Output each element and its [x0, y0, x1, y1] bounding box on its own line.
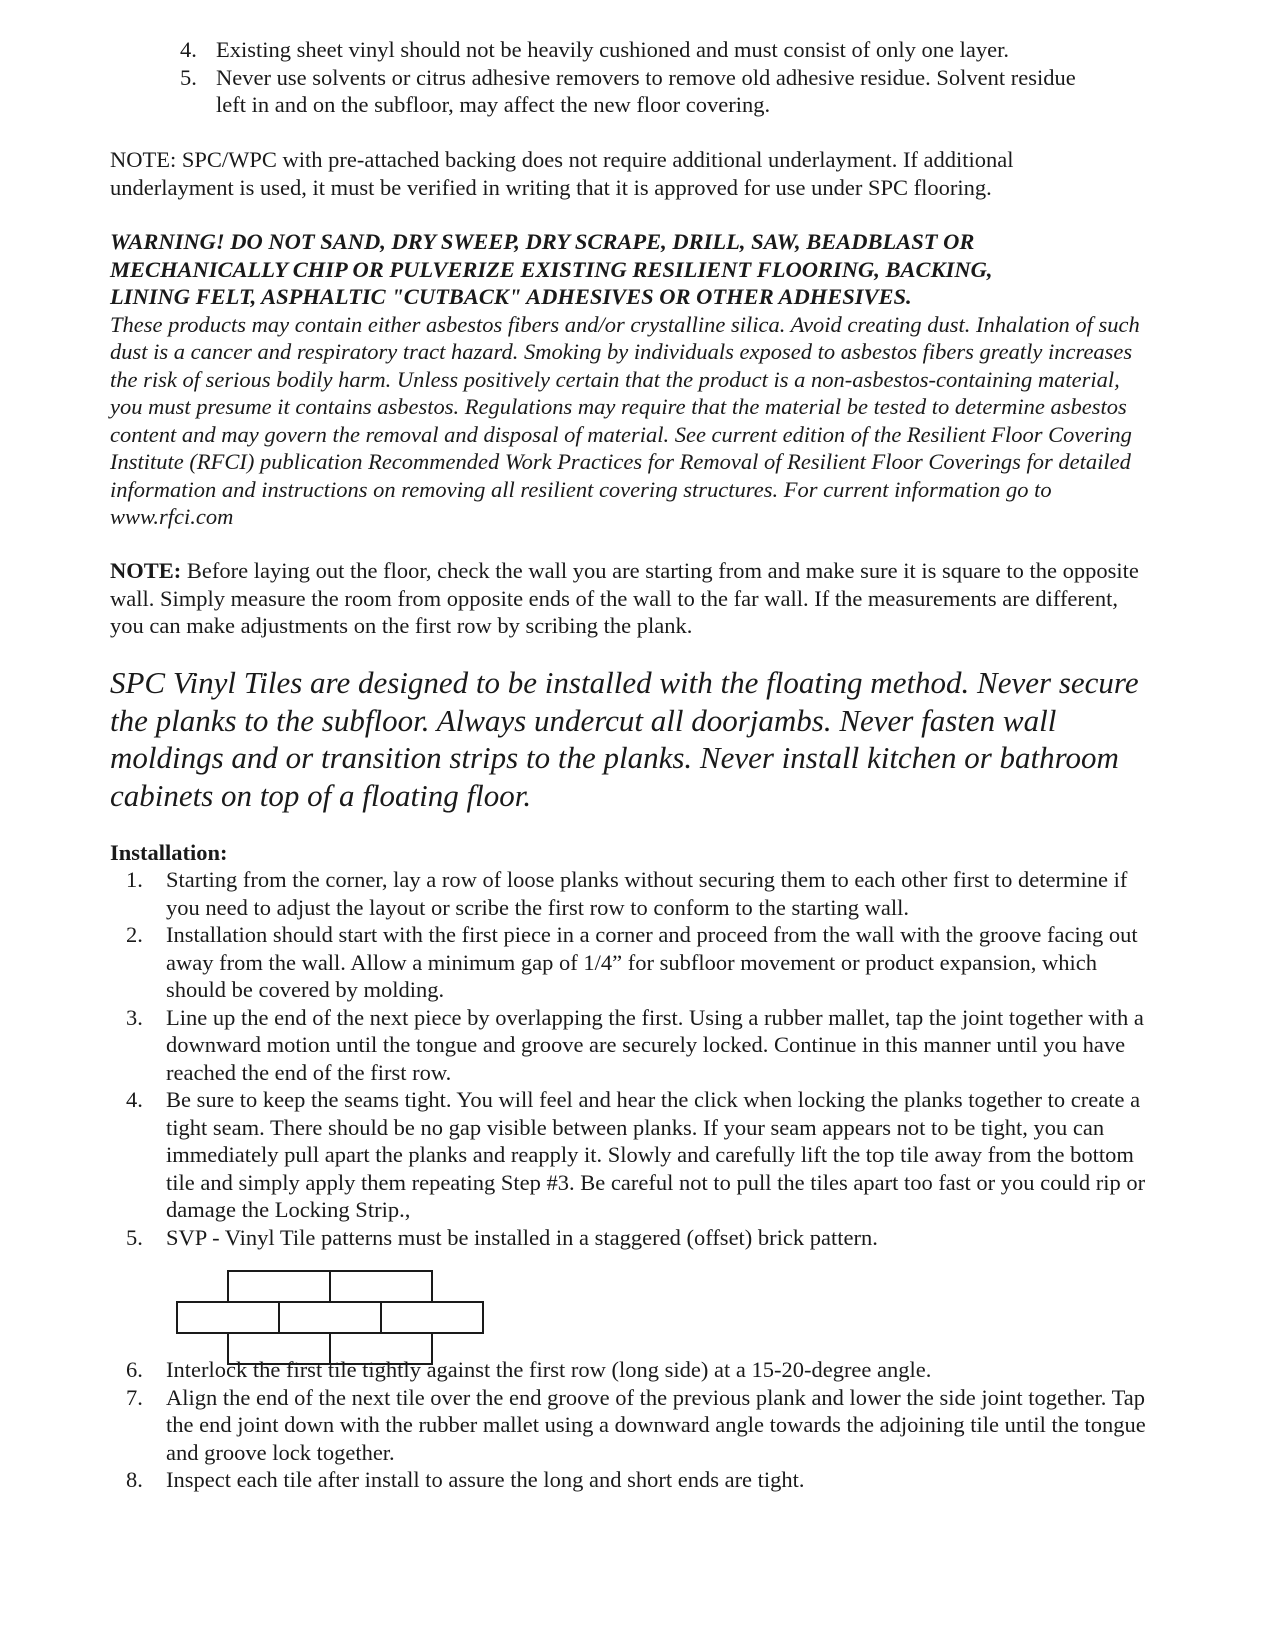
list-item: [180, 64, 1110, 119]
step-item: [126, 1356, 1156, 1384]
step-text: Be sure to keep the seams tight. You will feel and hear the click when locking the planks together to create a tight seam. There should be no gap visible between planks. If your seam appears not to be tight, you can immediately pull apart the planks and reapply it. Slowly and carefully lift the top tile away from the bottom tile and simply apply them repeating Step #3. Be careful not to pull the tiles apart too fast or you could rip or damage the Locking Strip.,: [166, 1087, 1146, 1222]
installation-heading: Installation:: [110, 840, 228, 865]
step-number: 5.: [126, 1224, 143, 1250]
step-item: [126, 1004, 1156, 1087]
step-item: [126, 1384, 1156, 1467]
note-text: Before laying out the floor, check the wall you are starting from and make sure it is square to the opposite wall. Simply measure the room from opposite ends of the wall to the far wall. If the measurements are different, you can make adjustments on the first row by scribing the plank.: [110, 558, 1139, 638]
step-text: Line up the end of the next piece by overlapping the first. Using a rubber mallet, tap the joint together with a downward motion until the tongue and groove are securely locked. Continue in this manner until you have reached the end of the first row.: [166, 1004, 1144, 1085]
list-number: 5.: [180, 64, 197, 90]
step-number: 1.: [126, 867, 143, 892]
step-item: [126, 1086, 1156, 1224]
brick-mid-3: [381, 1302, 483, 1333]
step-text: SVP - Vinyl Tile patterns must be installed in a staggered (offset) brick pattern.: [166, 1224, 878, 1250]
asbestos-warning: [110, 228, 1150, 531]
step-item: [126, 1224, 1156, 1252]
step-number: 8.: [126, 1467, 143, 1492]
step-item: [126, 866, 1156, 921]
floating-method-note: SPC Vinyl Tiles are designed to be installed with the floating method. Never secure the planks to the subfloor. Always undercut all doorjambs. Never fasten wall moldings and or transition strips to the planks. Never install kitchen or bathroom cabinets on top of a floating floor.: [110, 665, 1139, 813]
list-number: 4.: [180, 37, 197, 62]
step-item: [126, 1466, 1156, 1494]
step-number: 4.: [126, 1087, 143, 1112]
installation-steps-continued: [126, 1356, 1156, 1494]
step-number: 3.: [126, 1004, 143, 1030]
top-list: [180, 36, 1110, 119]
brick-pattern-diagram: [170, 1270, 500, 1370]
step-number: 2.: [126, 922, 143, 947]
step-text: Interlock the first tile tightly against the first row (long side) at a 15-20-degree angle.: [166, 1357, 932, 1382]
list-text: Existing sheet vinyl should not be heavily cushioned and must consist of only one layer.: [216, 37, 1010, 62]
list-text: Never use solvents or citrus adhesive removers to remove old adhesive residue. Solvent residue left in and on the subfloor, may affect the new floor covering.: [216, 64, 1076, 117]
warning-body: These products may contain either asbestos fibers and/or crystalline silica. Avoid creating dust. Inhalation of such dust is a cancer and respiratory tract hazard. Smoking by individuals exposed to asbestos fibers greatly increases the risk of serious bodily harm. Unless positively certain that the product is a non-asbestos-containing material, you must presume it contains asbestos. Regulations may require that the material be tested to determine asbestos content and may govern the removal and disposal of material. See current edition of the Resilient Floor Covering Institute (RFCI) publication Recommended Work Practices for Removal of Resilient Floor Coverings for detailed information and instructions on removing all resilient covering structures. For current information go to www.rfci.com: [110, 311, 1140, 529]
layout-note: [110, 557, 1140, 640]
warning-heading: WARNING! DO NOT SAND, DRY SWEEP, DRY SCRAPE, DRILL, SAW, BEADBLAST OR MECHANICALLY CHIP OR PULVERIZE EXISTING RESILIENT FLOORING, BACKING, LINING FELT, ASPHALTIC "CUTBACK" ADHESIVES OR OTHER ADHESIVES.: [110, 229, 993, 309]
brick-mid-2: [279, 1302, 381, 1333]
step-text: Align the end of the next tile over the end groove of the previous plank and lower the side joint together. Tap the end joint down with the rubber mallet using a downward angle towards the adjoining tile until the tongue and groove lock together.: [166, 1384, 1146, 1465]
step-item: [126, 921, 1156, 1004]
note-label: NOTE:: [110, 558, 182, 583]
underlayment-note: NOTE: SPC/WPC with pre-attached backing does not require additional underlayment. If additional underlayment is used, it must be verified in writing that it is approved for use under SPC flooring.: [110, 147, 1014, 200]
brick-mid-1: [177, 1302, 279, 1333]
brick-top-2: [330, 1271, 432, 1302]
brick-top-1: [228, 1271, 330, 1302]
step-text: Starting from the corner, lay a row of loose planks without securing them to each other first to determine if you need to adjust the layout or scribe the first row to conform to the starting wall.: [166, 867, 1128, 920]
step-text: Installation should start with the first piece in a corner and proceed from the wall with the groove facing out away from the wall. Allow a minimum gap of 1/4” for subfloor movement or product expansion, which should be covered by molding.: [166, 922, 1138, 1002]
installation-steps: [126, 866, 1156, 1251]
list-item: [180, 36, 1110, 64]
step-number: 7.: [126, 1384, 143, 1410]
step-number: 6.: [126, 1357, 143, 1382]
step-text: Inspect each tile after install to assure the long and short ends are tight.: [166, 1467, 805, 1492]
